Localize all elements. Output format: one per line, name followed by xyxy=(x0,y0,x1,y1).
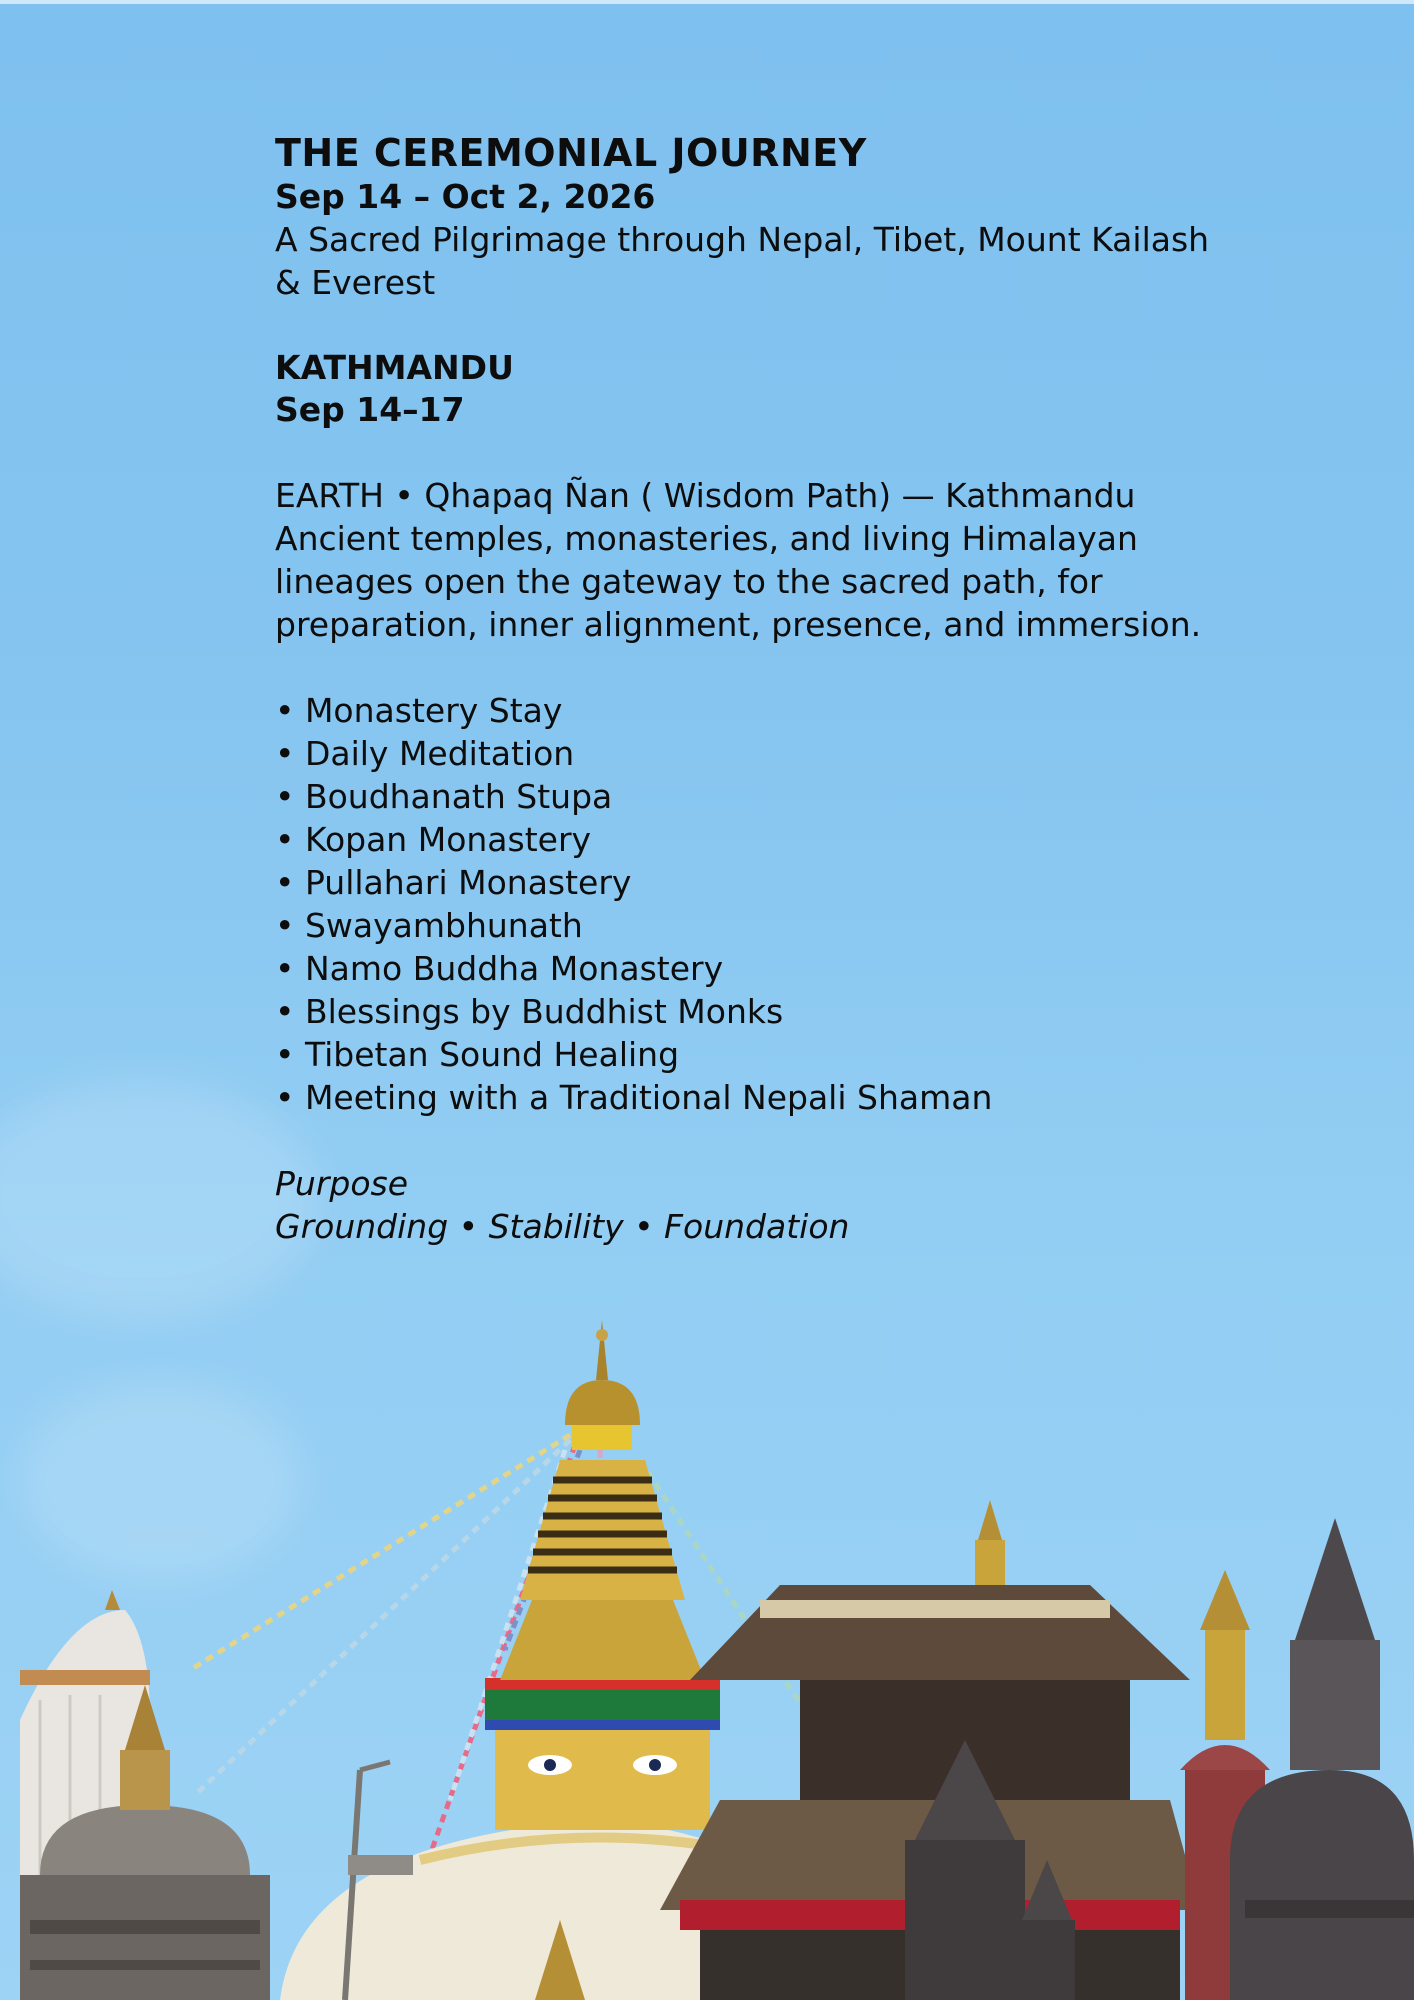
description-text: Ancient temples, monasteries, and living Himalayan lineages open the gateway to the sacred path, for preparation, inner alignment, presence, and immersion. xyxy=(275,519,1202,644)
purpose-values: Grounding • Stability • Foundation xyxy=(275,1207,850,1246)
list-item: • Swayambhunath xyxy=(275,906,583,945)
page-title: THE CEREMONIAL JOURNEY xyxy=(275,131,867,175)
purpose-label: Purpose xyxy=(275,1164,409,1203)
list-item: • Pullahari Monastery xyxy=(275,863,632,902)
stupa-spire xyxy=(485,1320,720,1830)
list-item: • Namo Buddha Monastery xyxy=(275,949,724,988)
section-dates: Sep 14–17 xyxy=(275,390,465,429)
trip-dates: Sep 14 – Oct 2, 2026 xyxy=(275,177,656,216)
list-item: • Daily Meditation xyxy=(275,734,575,773)
stupa-temple-photo xyxy=(0,1300,1414,2000)
section-title: KATHMANDU xyxy=(275,348,514,387)
cloud-haze xyxy=(0,1080,320,1320)
activities-list xyxy=(275,689,1235,1119)
list-item: • Boudhanath Stupa xyxy=(275,777,613,816)
list-item: • Blessings by Buddhist Monks xyxy=(275,992,784,1031)
top-border-line xyxy=(0,0,1414,4)
list-item: • Meeting with a Traditional Nepali Shaman xyxy=(275,1078,993,1117)
list-item: • Monastery Stay xyxy=(275,691,563,730)
trip-subtitle: A Sacred Pilgrimage through Nepal, Tibet, Mount Kailash & Everest xyxy=(275,220,1210,302)
element-line: EARTH • Qhapaq Ñan ( Wisdom Path) — Kathmandu xyxy=(275,476,1136,515)
list-item: • Kopan Monastery xyxy=(275,820,592,859)
itinerary-content xyxy=(275,130,1235,1248)
list-item: • Tibetan Sound Healing xyxy=(275,1035,680,1074)
section-description xyxy=(275,474,1235,646)
